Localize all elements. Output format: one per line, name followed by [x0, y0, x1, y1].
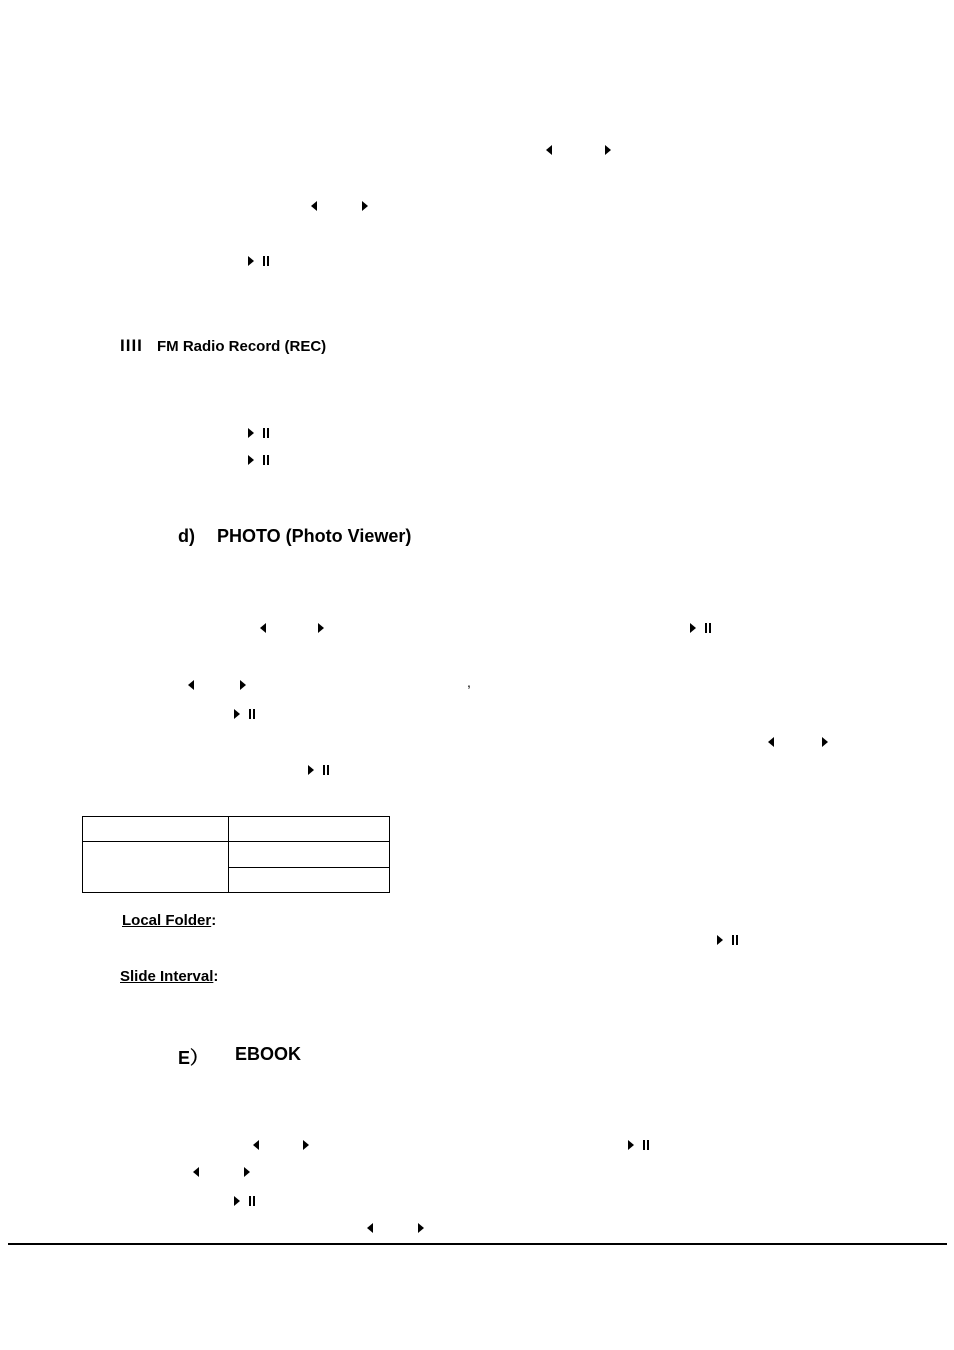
footer-divider	[8, 1243, 947, 1245]
play-pause-icon	[248, 455, 272, 465]
prev-icon	[546, 145, 552, 155]
next-icon	[244, 1167, 250, 1177]
local-folder-label: Local Folder:	[122, 912, 217, 929]
photo-heading: PHOTO (Photo Viewer)	[217, 526, 412, 546]
play-pause-icon	[308, 765, 332, 775]
table-cell	[229, 817, 390, 842]
comma-mark: ,	[467, 674, 471, 690]
next-icon	[418, 1223, 424, 1233]
play-pause-icon	[690, 623, 714, 633]
prev-icon	[193, 1167, 199, 1177]
prev-icon	[188, 680, 194, 690]
fm-record-heading: FM Radio Record (REC)	[157, 338, 327, 355]
table-cell	[83, 817, 229, 842]
prev-icon	[367, 1223, 373, 1233]
table-cell	[229, 867, 390, 893]
prev-icon	[260, 623, 266, 633]
ebook-heading: EBOOK	[235, 1044, 302, 1064]
table-cell	[83, 842, 229, 893]
prev-icon	[253, 1140, 259, 1150]
table-cell	[229, 842, 390, 868]
prev-icon	[768, 737, 774, 747]
photo-settings-table	[82, 816, 390, 893]
play-pause-icon	[248, 256, 272, 266]
next-icon	[605, 145, 611, 155]
next-icon	[362, 201, 368, 211]
play-pause-icon	[628, 1140, 652, 1150]
next-icon	[822, 737, 828, 747]
play-pause-icon	[248, 428, 272, 438]
section-marker: IIII	[120, 336, 143, 355]
play-pause-icon	[234, 709, 258, 719]
prev-icon	[311, 201, 317, 211]
next-icon	[318, 623, 324, 633]
play-pause-icon	[234, 1196, 258, 1206]
slide-interval-label: Slide Interval:	[120, 968, 219, 985]
play-pause-icon	[717, 935, 741, 945]
next-icon	[240, 680, 246, 690]
next-icon	[303, 1140, 309, 1150]
ebook-section-letter: E）	[178, 1048, 209, 1068]
photo-section-letter: d)	[178, 526, 195, 546]
